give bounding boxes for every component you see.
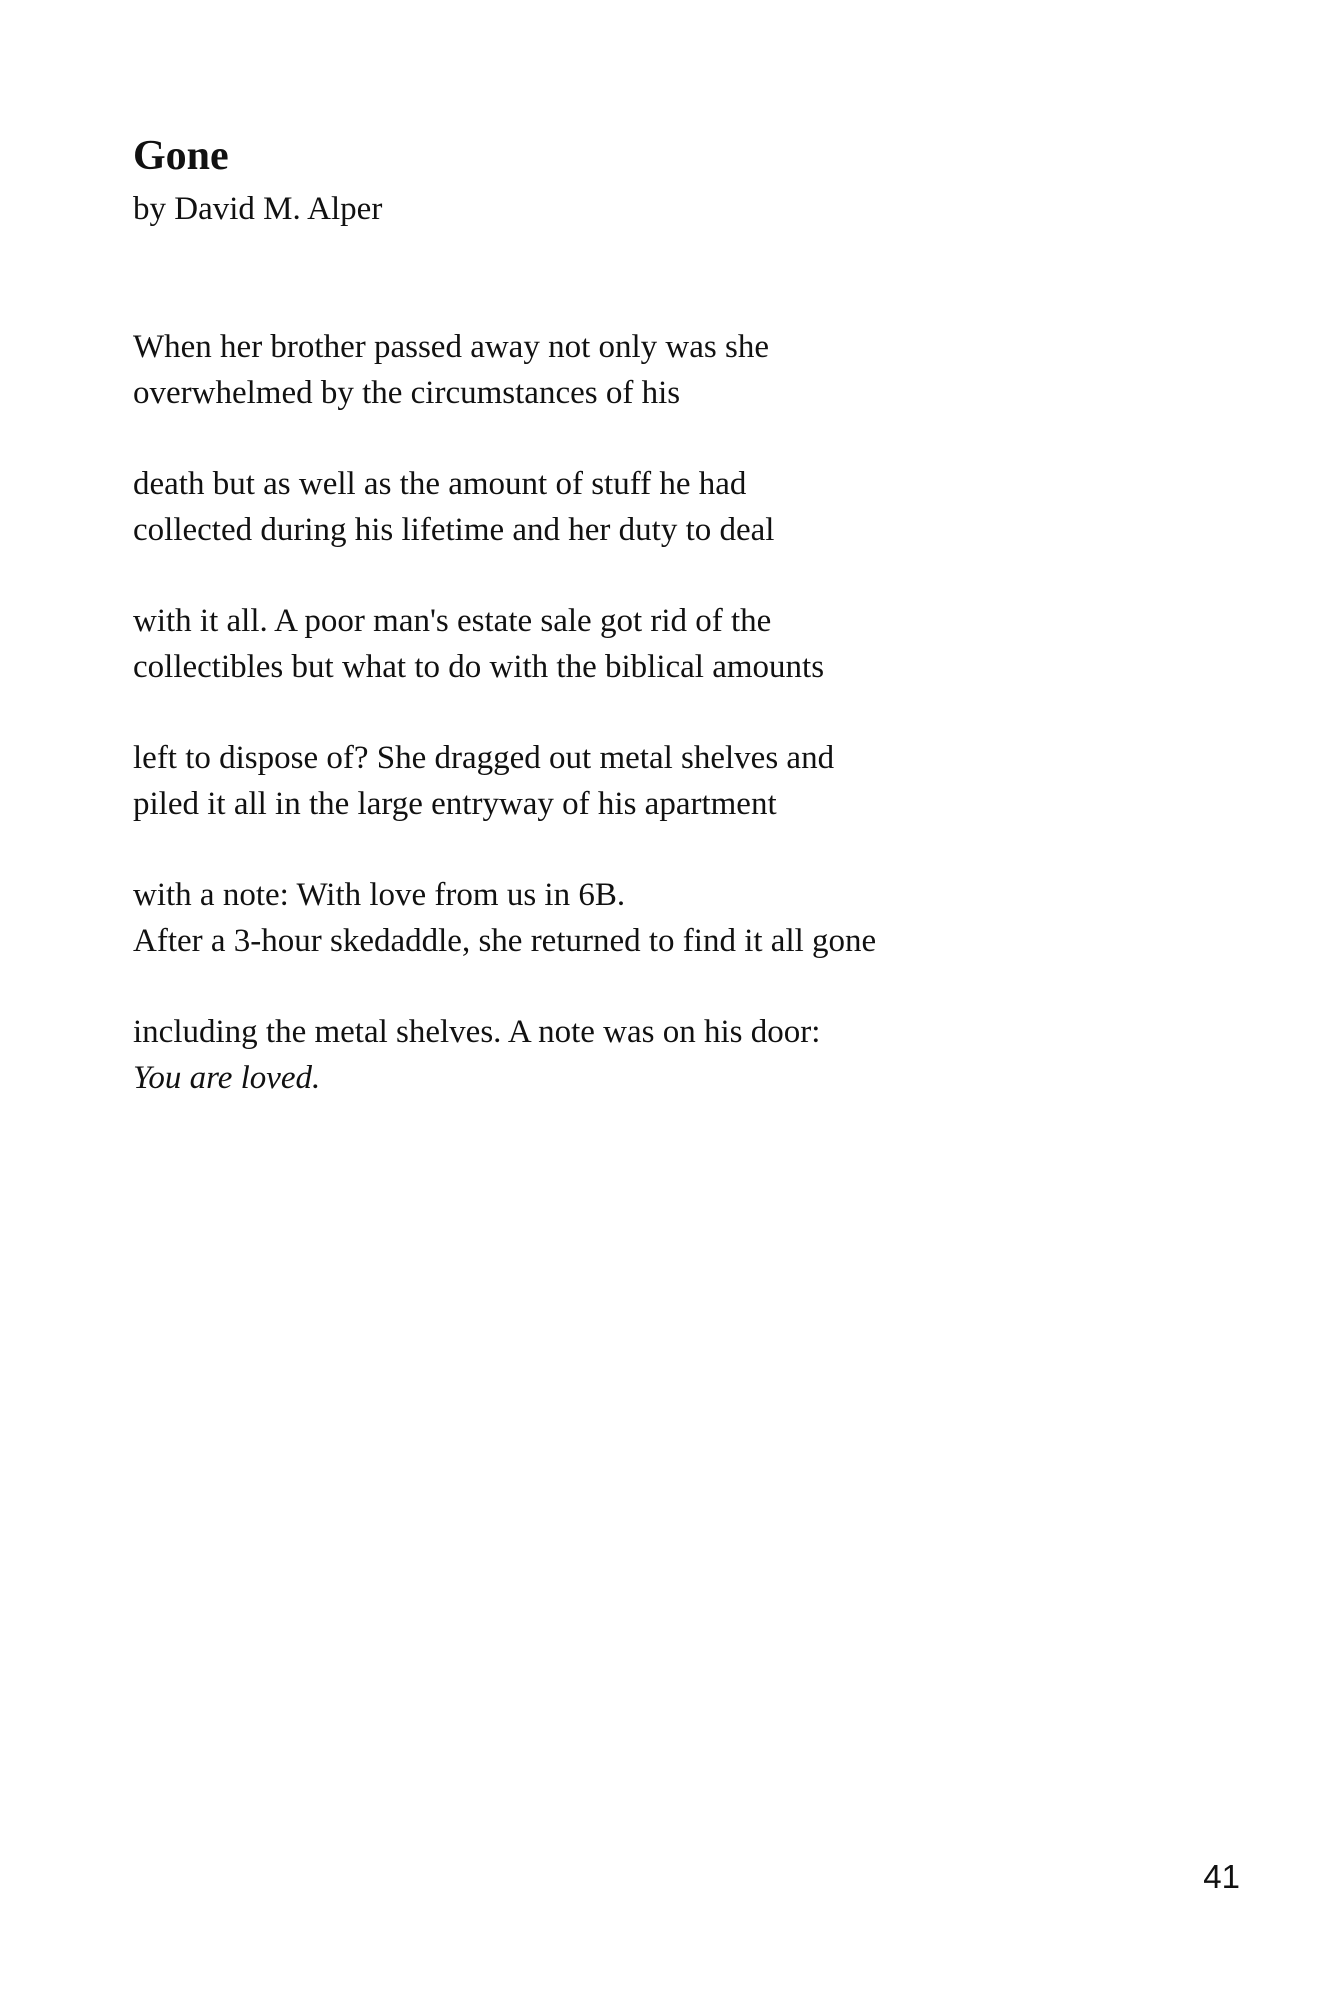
stanza: [133, 461, 1233, 553]
poem-body: [133, 324, 1233, 1146]
stanza: [133, 324, 1233, 416]
poem-closing-line: You are loved.: [133, 1060, 321, 1096]
poem-line: death but as well as the amount of stuff he had: [133, 466, 747, 502]
poem-author: by David M. Alper: [133, 191, 383, 227]
poem-line: collectibles but what to do with the biblical amounts: [133, 649, 825, 685]
poem-line: including the metal shelves. A note was on his door:: [133, 1014, 821, 1050]
poem-line: overwhelmed by the circumstances of his: [133, 375, 681, 411]
poem-line: When her brother passed away not only was she: [133, 329, 769, 365]
page-number: 41: [1203, 1858, 1240, 1895]
poem-line: left to dispose of? She dragged out metal shelves and: [133, 740, 835, 776]
stanza: [133, 1009, 1233, 1101]
poem-line: collected during his lifetime and her duty to deal: [133, 512, 775, 548]
stanza: [133, 735, 1233, 827]
poem-line: After a 3-hour skedaddle, she returned to find it all gone: [133, 923, 877, 959]
poem-line: with it all. A poor man's estate sale got rid of the: [133, 603, 772, 639]
poem-line: with a note: With love from us in 6B.: [133, 877, 626, 913]
stanza: [133, 872, 1233, 964]
poem-title: Gone: [133, 133, 229, 179]
stanza: [133, 598, 1233, 690]
poem-line: piled it all in the large entryway of his apartment: [133, 786, 777, 822]
